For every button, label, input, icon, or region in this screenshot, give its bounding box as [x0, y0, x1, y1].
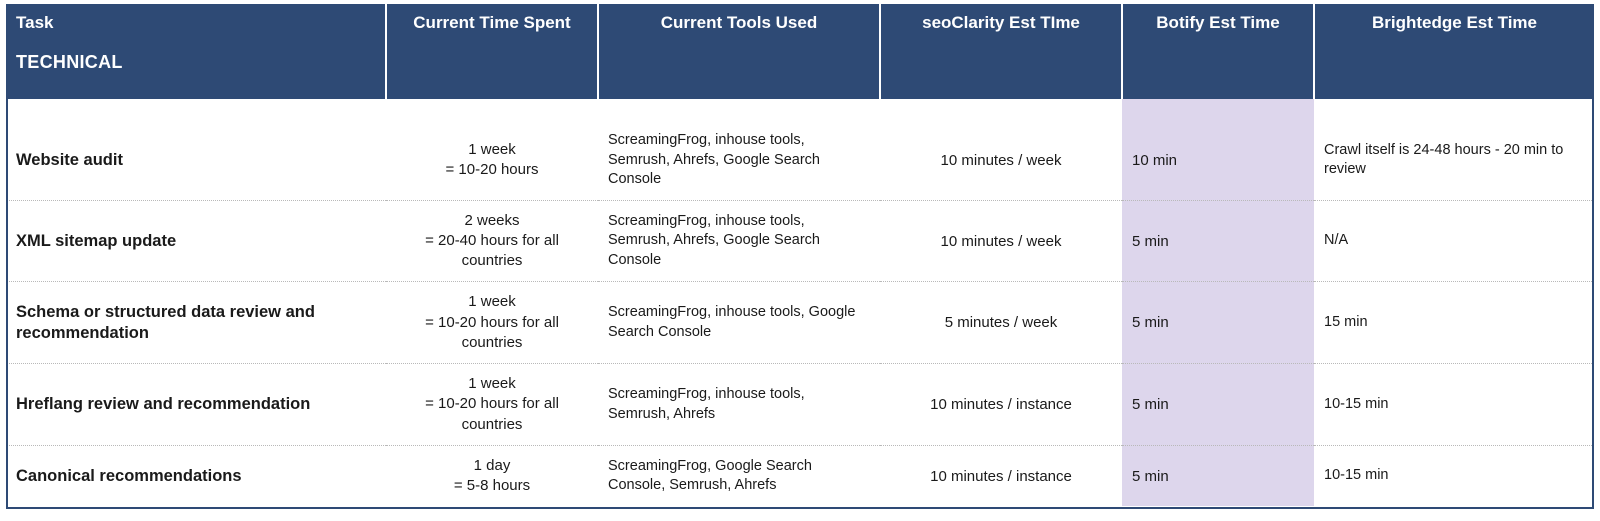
column-header-task: Task — [6, 4, 386, 42]
time-sub: = 20-40 hours for all countries — [425, 231, 559, 270]
cell-current-time-spent — [386, 445, 598, 506]
cell-task: Schema or structured data review and recommendation — [6, 282, 386, 364]
time-sub: = 10-20 hours — [445, 161, 539, 179]
table-right-border — [1592, 8, 1594, 509]
cell-current-time-spent — [386, 364, 598, 446]
spacer-cell-seo — [880, 99, 1122, 121]
column-header-current-tools-used: Current Tools Used — [598, 4, 880, 42]
cell-botify-est-time: 10 min — [1122, 121, 1314, 200]
cell-current-tools-used: ScreamingFrog, inhouse tools, Google Search Console — [598, 282, 880, 364]
column-header-current-time-spent: Current Time Spent — [386, 4, 598, 42]
cell-current-tools-used: ScreamingFrog, Google Search Console, Semrush, Ahrefs — [608, 457, 812, 494]
cell-botify-est-time: 5 min — [1122, 282, 1314, 364]
cell-botify-est-time: 5 min — [1122, 364, 1314, 446]
column-header-botify-est-time: Botify Est Time — [1122, 4, 1314, 42]
time-lead: 1 week — [468, 141, 516, 159]
spacer-cell-time — [386, 99, 598, 121]
cell-brightedge-est-time: 10-15 min — [1314, 364, 1594, 446]
time-sub: = 10-20 hours for all countries — [425, 395, 559, 433]
cell-seoclarity-est-time: 10 minutes / instance — [930, 467, 1072, 485]
seo-tool-comparison-table — [6, 4, 1594, 506]
time-sub: = 5-8 hours — [453, 477, 531, 495]
cell-seoclarity-est-time: 10 minutes / instance — [880, 364, 1122, 446]
header-row — [6, 4, 1594, 42]
cell-task: Website audit — [6, 121, 386, 200]
spacer-row — [6, 99, 1594, 121]
section-label-technical: TECHNICAL — [6, 42, 386, 99]
spacer-cell-bright — [1314, 99, 1594, 121]
cell-seoclarity-est-time: 10 minutes / week — [880, 200, 1122, 282]
table-spacer — [6, 99, 1594, 121]
cell-brightedge-est-time: 10-15 min — [1324, 467, 1389, 484]
spacer-cell-tools — [598, 99, 880, 121]
section-cell-blank-botify — [1122, 42, 1314, 99]
table-bottom-border — [6, 507, 1594, 509]
cell-brightedge-est-time: N/A — [1314, 200, 1594, 282]
table-row — [6, 364, 1594, 446]
time-lead: 2 weeks — [464, 211, 520, 229]
cell-current-tools-used: ScreamingFrog, inhouse tools, Semrush, Ahrefs, Google Search Console — [598, 121, 880, 200]
cell-current-time-spent — [386, 121, 598, 200]
comparison-table-sheet — [0, 4, 1600, 521]
table-row — [6, 121, 1594, 200]
cell-task: Canonical recommendations — [16, 466, 242, 485]
section-cell-blank-tools — [598, 42, 880, 99]
section-cell-blank-seo — [880, 42, 1122, 99]
cell-task: Hreflang review and recommendation — [6, 364, 386, 446]
cell-task: XML sitemap update — [6, 200, 386, 282]
time-lead: 1 week — [468, 375, 516, 393]
table-row — [6, 445, 1594, 506]
section-header-row — [6, 42, 1594, 99]
cell-botify-est-time: 5 min — [1122, 445, 1314, 506]
column-header-seoclarity-est-time: seoClarity Est TIme — [880, 4, 1122, 42]
cell-brightedge-est-time: 15 min — [1314, 282, 1594, 364]
cell-current-time-spent — [386, 282, 598, 364]
time-lead: 1 week — [468, 293, 516, 311]
cell-botify-est-time: 5 min — [1122, 200, 1314, 282]
column-header-brightedge-est-time: Brightedge Est Time — [1314, 4, 1594, 42]
cell-current-tools-used: ScreamingFrog, inhouse tools, Semrush, Ahrefs — [598, 364, 880, 446]
cell-current-time-spent — [386, 200, 598, 282]
section-cell-blank-bright — [1314, 42, 1594, 99]
cell-seoclarity-est-time: 5 minutes / week — [880, 282, 1122, 364]
time-lead: 1 day — [473, 456, 511, 474]
table-row — [6, 200, 1594, 282]
spacer-cell-task — [6, 99, 386, 121]
table-body — [6, 121, 1594, 506]
time-sub: = 10-20 hours for all countries — [425, 313, 559, 351]
cell-seoclarity-est-time: 10 minutes / week — [880, 121, 1122, 200]
cell-brightedge-est-time: Crawl itself is 24-48 hours - 20 min to review — [1314, 121, 1594, 200]
table-left-border — [6, 8, 8, 509]
table-header — [6, 4, 1594, 99]
section-cell-blank-time — [386, 42, 598, 99]
table-row — [6, 282, 1594, 364]
spacer-cell-botify — [1122, 99, 1314, 121]
cell-current-tools-used: ScreamingFrog, inhouse tools, Semrush, Ahrefs, Google Search Console — [598, 200, 880, 282]
